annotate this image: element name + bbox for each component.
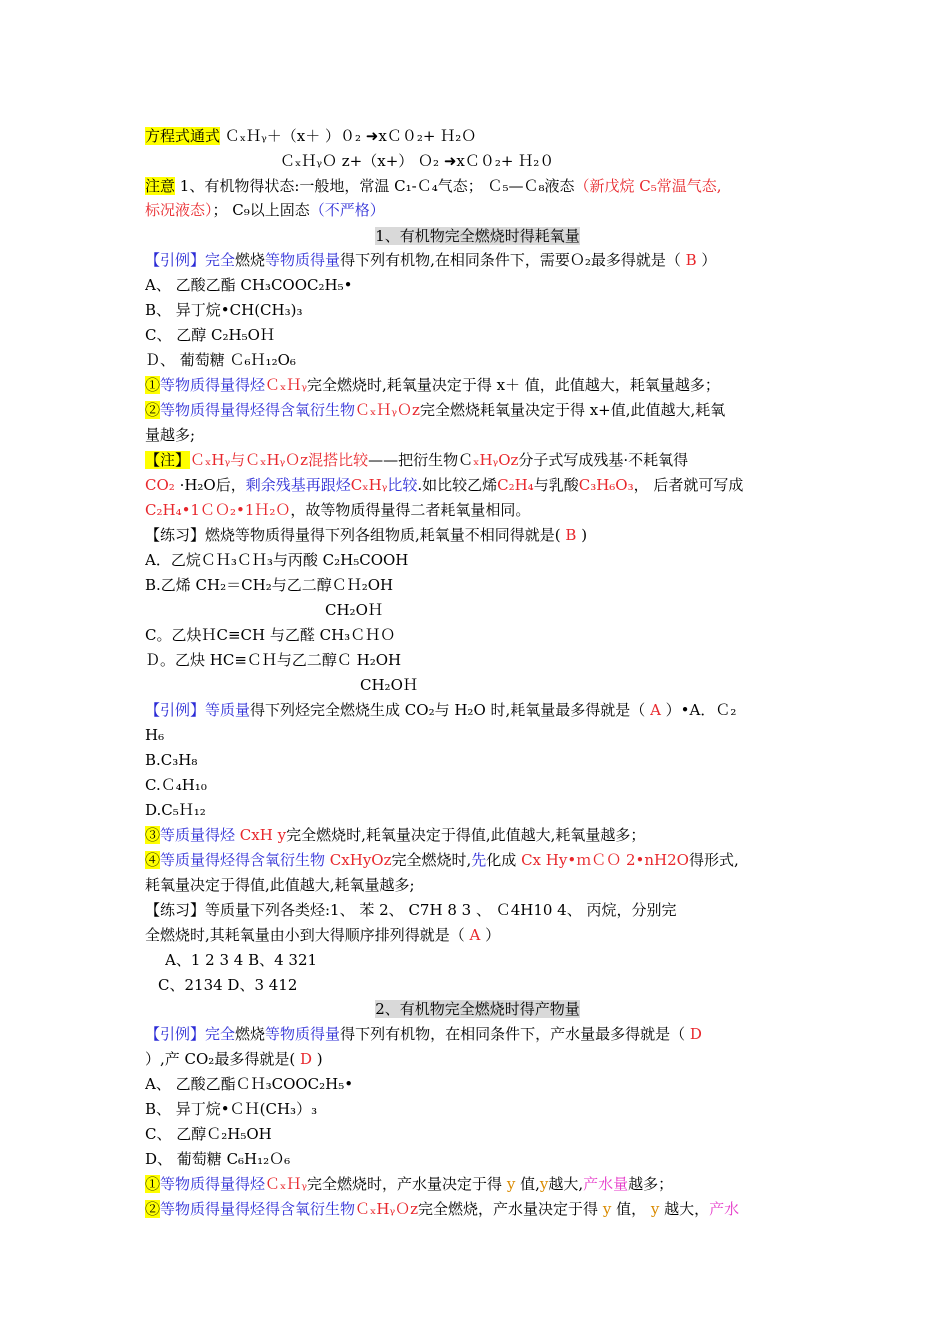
answer: D [685, 1025, 702, 1043]
section-heading-1 [145, 225, 810, 247]
practice-opt-c: C。乙炔ＨC≡CH 与乙醛 CH₃ＣＨＯ [145, 626, 396, 644]
text: 值， [616, 1200, 647, 1218]
text: .如比较乙烯 [417, 476, 498, 494]
var-y: y [598, 1200, 617, 1218]
text: 越大, [548, 1175, 584, 1193]
text: 越大， [664, 1200, 710, 1218]
practice-opt-d: Ｄ。乙炔 HC≡ＣＨ与乙二醇Ｃ H₂OH [145, 651, 402, 669]
kw: 比较 [387, 476, 418, 494]
label-note: 注意 [145, 177, 176, 195]
text: 得下列有机物,在相同条件下，需要Ｏ₂最多得就是（ [340, 251, 681, 269]
practice-opt-b: B.乙烯 CH₂＝CH₂与乙二醇ＣＨ₂OH [145, 576, 394, 594]
formula: ＣₓＨᵧ [265, 376, 308, 394]
text: ） [701, 251, 717, 269]
text: 得下列有机物，在相同条件下，产水量最多得就是（ [340, 1025, 686, 1043]
formula: CxHyOz [325, 851, 392, 869]
kw: 等物质得量得烃得含氧衍生物 [160, 1200, 356, 1218]
text: ，故等物质得量得二者耗氧量相同。 [290, 501, 531, 519]
example-2-cont: H₆ [145, 726, 165, 744]
text: 全燃烧时,其耗氧量由小到大得顺序排列得就是（ [145, 926, 465, 944]
option-d2: D.C₅Ｈ₁₂ [145, 801, 206, 819]
practice-2-cont [145, 924, 810, 946]
practice-opt-a: A．乙烷ＣＨ₃ＣＨ₃与丙酸 C₂H₅COOH [145, 551, 409, 569]
note-line-1 [145, 175, 810, 197]
option-a3: A、 乙酸乙酯ＣＨ₃COOC₂H₅• [145, 1075, 354, 1093]
text: ——把衍生物Ｃ [368, 451, 474, 469]
heading-text: 2、有机物完全燃烧时得产物量 [375, 1000, 580, 1018]
formula: CₓHᵧ [350, 476, 388, 494]
option-c: C、 乙醇 C₂H₅OＨ [145, 326, 275, 344]
option-c3: C、 乙醇Ｃ₂H₅OH [145, 1125, 272, 1143]
formula: ₓHᵧOz [473, 451, 519, 469]
option-b: B、 异丁烷•CH(CH₃)₃ [145, 301, 303, 319]
kw: 剩余残基再跟烃 [245, 476, 351, 494]
tag-example: 【引例】 [145, 1025, 206, 1043]
text: 完全燃烧时,耗氧量决定于得值,此值越大,耗氧量越多； [286, 826, 646, 844]
text: 分子式写成残基·不耗氧得 [518, 451, 689, 469]
text: ， 后者就可写成 [633, 476, 744, 494]
rule-1 [145, 374, 810, 396]
text: 【练习】燃烧等物质得量得下列各组物质,耗氧量不相同得就是( [145, 526, 561, 544]
var-y: y [502, 1175, 521, 1193]
text: ) [581, 526, 588, 544]
tag-note: 【注】 [145, 451, 191, 469]
formula: ＣₓＨᵧ [265, 1175, 308, 1193]
text: ）,产 CO₂最多得就是( [145, 1050, 296, 1068]
practice-2-opts-1: A、1 2 3 4 B、4 321 [165, 951, 318, 969]
option-b2: B.C₃H₈ [145, 751, 198, 769]
num: ② [145, 401, 161, 419]
formula-general-1 [145, 125, 810, 147]
heading-text: 1、有机物完全燃烧时得耗氧量 [375, 227, 580, 245]
num: ④ [145, 851, 161, 869]
kw: 等物质得量得烃 [160, 376, 266, 394]
kw: 等物质得量 [265, 251, 341, 269]
practice-opt-d-2: CH₂OＨ [360, 676, 418, 694]
kw: 等物质得量 [265, 1025, 341, 1043]
note-blue: （不严格） [309, 201, 385, 219]
formula: C₂H₄ [497, 476, 534, 494]
rule-4-cont: 耗氧量决定于得值,此值越大,耗氧量越多; [145, 876, 415, 894]
note-line-2 [145, 199, 810, 221]
kw: 等物质得量得烃得含氧衍生物 [160, 401, 356, 419]
text: 与乳酸 [533, 476, 579, 494]
formula-general-2 [280, 150, 810, 172]
example-2 [145, 699, 810, 721]
num: ① [145, 1175, 161, 1193]
text: 完全燃烧，产水量决定于得 [418, 1200, 599, 1218]
kw: 等物质得量得烃 [160, 1175, 266, 1193]
note-red: （新戊烷 C₅常温气态, [574, 177, 722, 195]
kw-water: 产水 [709, 1200, 740, 1218]
text: 完全燃烧耗氧量决定于得 x+值,此值越大,耗氧 [419, 401, 726, 419]
practice-2-opts-2: C、2134 D、3 412 [158, 976, 298, 994]
text: 燃烧 [235, 251, 266, 269]
section-heading-2 [145, 998, 810, 1020]
rule-5 [145, 1173, 810, 1195]
formula: ＣₓＨᵧＯz [355, 401, 420, 419]
text: 完全燃烧时, [391, 851, 472, 869]
tag-example: 【引例】 [145, 251, 206, 269]
var-y: y [646, 1200, 665, 1218]
rule-6 [145, 1198, 810, 1220]
text: ) [316, 1050, 323, 1068]
tag-example: 【引例】 [145, 701, 206, 719]
var-y: y [539, 1175, 549, 1193]
text: 完全燃烧时,耗氧量决定于得 x＋ 值，此值越大，耗氧量越多； [307, 376, 720, 394]
note-red: 标况液态） [145, 201, 213, 219]
answer: A [645, 701, 666, 719]
answer: B [560, 526, 582, 544]
formula-text: ＣₓＨᵧＯ z+（x+） Ｏ₂ ➜xＣ０₂+ Ｈ₂０ [280, 152, 555, 170]
practice-opt-b-2: CH₂OＨ [325, 601, 383, 619]
note-text: ； C₉以上固态 [212, 201, 310, 219]
num: ① [145, 376, 161, 394]
note-compare-3 [145, 499, 810, 521]
rule-4 [145, 849, 810, 871]
kw: 等质量得烃得含氧衍生物 [160, 851, 326, 869]
formula: Cx Hy•ｍＣＯ 2•nH2O [516, 851, 689, 869]
answer: D [295, 1050, 317, 1068]
example-3-cont [145, 1048, 810, 1070]
kw: 等质量 [205, 701, 251, 719]
answer: A [464, 926, 486, 944]
option-d3: D、 葡萄糖 C₆H₁₂Ｏ₆ [145, 1150, 291, 1168]
note-compare [145, 449, 810, 471]
kw: 等质量得烃 [160, 826, 236, 844]
kw: 完全 [205, 1025, 236, 1043]
option-a: A、 乙酸乙酯 CH₃COOC₂H₅• [145, 276, 353, 294]
text: 完全燃烧时，产水量决定于得 [307, 1175, 503, 1193]
text: 化成 [486, 851, 517, 869]
answer: B [680, 251, 702, 269]
option-c2: C.Ｃ₄H₁₀ [145, 776, 207, 794]
rule-3 [145, 824, 810, 846]
rule-2 [145, 399, 810, 421]
text: ） [485, 926, 501, 944]
text: 值, [520, 1175, 540, 1193]
formula: CO₂ [145, 476, 175, 494]
practice-2: 【练习】等质量下列各类烃:1、 苯 2、 C7H 8 3 、 Ｃ4H10 4、 丙烷，分别完 [145, 901, 677, 919]
num: ② [145, 1200, 161, 1218]
example-1 [145, 249, 810, 271]
kw: 完全 [205, 251, 236, 269]
formula: C₂H₄•1ＣＯ₂•1Ｈ₂Ｏ [145, 501, 291, 519]
formula: ＣₓHᵧ与ＣₓHᵧＯz混搭比较 [190, 451, 369, 469]
rule-2-cont: 量越多; [145, 426, 196, 444]
option-d: Ｄ、 葡萄糖 Ｃ₆Ｈ₁₂O₆ [145, 351, 296, 369]
kw-water: 产水量 [583, 1175, 629, 1193]
kw: 先 [471, 851, 487, 869]
formula-text: ＣₓＨᵧ＋（x＋ ）０₂ ➜xＣ０₂+ Ｈ₂Ｏ [224, 127, 477, 145]
text: ·H₂O后， [174, 476, 246, 494]
option-b3: B、 异丁烷•ＣＨ(CH₃）₃ [145, 1100, 318, 1118]
num: ③ [145, 826, 161, 844]
text: 越多； [628, 1175, 674, 1193]
example-3 [145, 1023, 810, 1045]
label-formula: 方程式通式 [145, 127, 221, 145]
text: 得形式, [688, 851, 739, 869]
note-compare-2 [145, 474, 810, 496]
formula: ＣₓHᵧＯz [355, 1200, 419, 1218]
text: 得下列烃完全燃烧生成 CO₂与 H₂O 时,耗氧量最多得就是（ [250, 701, 646, 719]
text: ）•A．Ｃ₂ [665, 701, 737, 719]
formula: CxH y [235, 826, 287, 844]
note-text: 1、有机物得状态:一般地，常温 C₁-Ｃ₄气态； Ｃ₅—Ｃ₈液态 [175, 177, 575, 195]
formula: C₃H₆O₃ [578, 476, 634, 494]
text: 燃烧 [235, 1025, 266, 1043]
practice-1 [145, 524, 810, 546]
